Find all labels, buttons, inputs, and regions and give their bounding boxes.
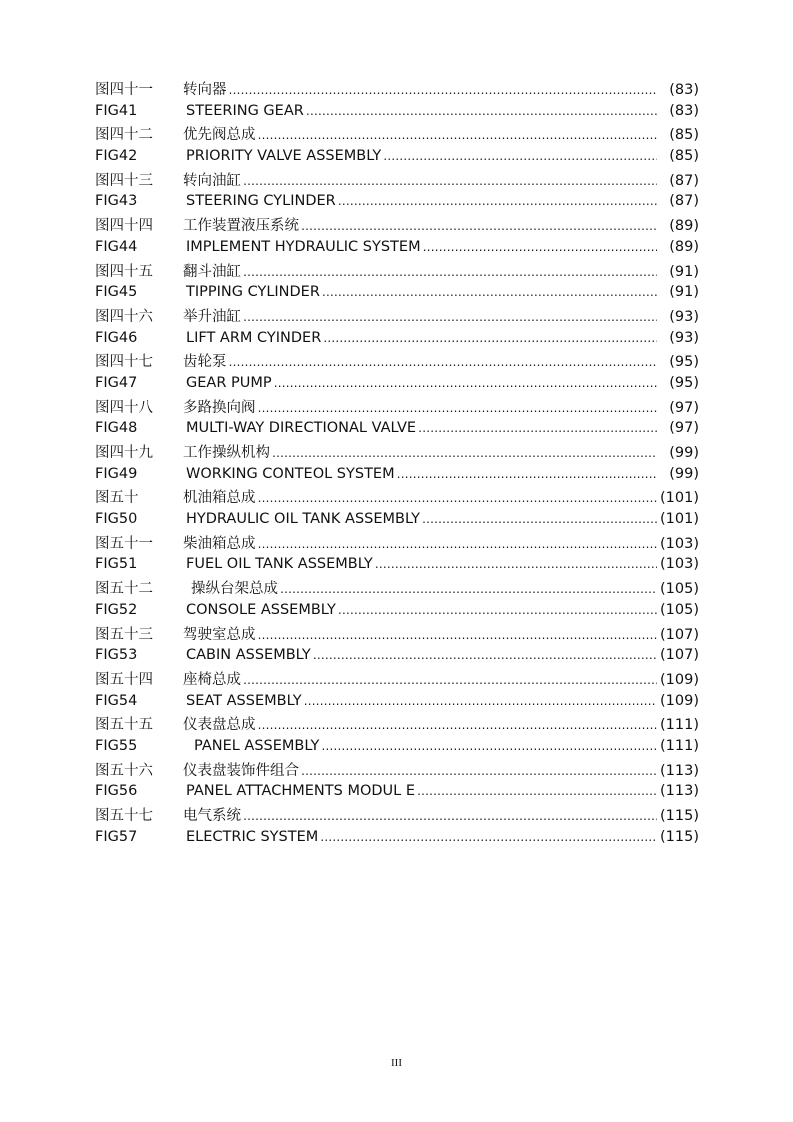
toc-entry [95,464,699,487]
page-reference: (101) [660,511,699,528]
figure-label: 图五十六 [95,762,153,779]
dot-leader [258,125,658,139]
toc-entry [95,736,699,759]
dot-leader [321,736,657,750]
figure-title: PRIORITY VALVE ASSEMBLY [186,148,382,165]
dot-leader [243,806,657,820]
figure-title: MULTI-WAY DIRECTIONAL VALVE [186,420,417,437]
toc-entry [95,373,699,396]
toc-entry [95,418,699,441]
table-of-contents [95,78,699,849]
figure-title: CONSOLE ASSEMBLY [186,601,336,618]
toc-entry [95,804,699,827]
figure-label: FIG41 [95,102,138,119]
page-reference: (111) [660,717,699,734]
page-reference: (87) [669,193,699,210]
page-reference: (91) [669,263,699,280]
dot-leader [229,80,658,94]
toc-entry [95,623,699,646]
figure-label: 图四十五 [95,263,153,280]
dot-leader [422,509,657,523]
dot-leader [301,761,657,775]
page-reference: (115) [660,808,699,824]
figure-label: FIG54 [95,692,138,709]
toc-entry [95,691,699,714]
figure-title: PANEL ASSEMBLY [194,737,320,754]
figure-title: LIFT ARM CYINDER [186,329,322,346]
figure-title: PANEL ATTACHMENTS MODUL E [186,783,415,800]
page-reference: (93) [669,329,699,346]
figure-label: 图四十二 [95,127,153,144]
figure-title: 操纵台架总成 [191,581,278,598]
dot-leader [418,418,657,432]
page-reference: (113) [660,762,699,779]
page-reference: (109) [660,692,699,709]
page-reference: (99) [669,445,699,461]
page-reference: (91) [669,284,699,301]
figure-title: ELECTRIC SYSTEM [186,828,319,845]
toc-entry [95,600,699,623]
page-reference: (93) [669,308,699,325]
toc-entry [95,237,699,260]
page-reference: (109) [660,671,699,688]
toc-entry [95,146,699,169]
figure-title: FUEL OIL TANK ASSEMBLY [186,556,373,573]
figure-title: IMPLEMENT HYDRAULIC SYSTEM [186,238,421,255]
dot-leader [338,191,657,205]
page-reference: (89) [669,238,699,255]
figure-label: 图四十一 [95,82,153,98]
dot-leader [272,443,657,457]
page-reference: (83) [669,102,699,119]
page-reference: (111) [660,737,699,754]
figure-label: FIG44 [95,238,138,255]
figure-title: 柴油箱总成 [183,535,256,552]
figure-label: 图五十七 [95,808,153,824]
toc-entry [95,486,699,509]
figure-title: 仪表盘总成 [183,717,256,734]
dot-leader [322,282,657,296]
page-reference: (95) [669,354,699,371]
figure-title: WORKING CONTEOL SYSTEM [186,465,395,482]
figure-label: 图五十三 [95,626,153,643]
toc-entry [95,827,699,850]
toc-entry [95,668,699,691]
dot-leader [397,464,657,478]
figure-label: 图五十四 [95,671,153,688]
figure-label: 图五十一 [95,535,153,552]
toc-entry [95,101,699,124]
dot-leader [338,600,657,614]
figure-label: FIG43 [95,193,138,210]
figure-title: 转向器 [183,82,227,98]
toc-entry [95,554,699,577]
toc-entry [95,260,699,283]
figure-label: FIG46 [95,329,138,346]
figure-title: 工作操纵机构 [183,445,270,461]
toc-entry [95,169,699,192]
figure-label: FIG52 [95,601,138,618]
page-reference: (95) [669,374,699,391]
dot-leader [258,398,658,412]
page-reference: (85) [669,127,699,144]
figure-title: CABIN ASSEMBLY [186,647,311,664]
dot-leader [304,691,657,705]
dot-leader [258,625,658,639]
toc-entry [95,78,699,101]
page-reference: (103) [660,535,699,552]
figure-title: SEAT ASSEMBLY [186,692,302,709]
figure-label: FIG51 [95,556,138,573]
toc-entry [95,123,699,146]
toc-entry [95,509,699,532]
figure-label: FIG48 [95,420,138,437]
toc-entry [95,305,699,328]
toc-entry [95,759,699,782]
figure-title: 机油箱总成 [183,490,256,507]
toc-entry [95,781,699,804]
figure-title: 齿轮泵 [183,354,227,371]
figure-label: FIG47 [95,374,138,391]
figure-label: 图四十三 [95,172,153,189]
figure-label: FIG57 [95,828,138,845]
dot-leader [243,262,657,276]
figure-label: FIG42 [95,148,138,165]
figure-title: GEAR PUMP [186,374,272,391]
dot-leader [306,101,657,115]
figure-title: STEERING CYLINDER [186,193,336,210]
toc-entry [95,191,699,214]
toc-entry [95,282,699,305]
figure-title: 座椅总成 [183,671,241,688]
dot-leader [423,237,657,251]
figure-label: 图四十六 [95,308,153,325]
dot-leader [243,670,657,684]
page-reference: (107) [660,626,699,643]
page-reference: (103) [660,556,699,573]
figure-label: 图四十四 [95,218,153,235]
figure-label: FIG53 [95,647,138,664]
page-reference: (89) [669,218,699,235]
dot-leader [280,579,657,593]
toc-entry [95,214,699,237]
page-reference: (105) [660,581,699,598]
figure-label: 图四十八 [95,399,153,416]
figure-title: 优先阀总成 [183,127,256,144]
page-reference: (113) [660,783,699,800]
figure-label: FIG49 [95,465,138,482]
figure-label: FIG56 [95,783,138,800]
dot-leader [274,373,657,387]
page-number: III [391,1057,402,1069]
figure-title: 举升油缸 [183,308,241,325]
dot-leader [313,645,657,659]
figure-title: 仪表盘装饰件组合 [183,762,299,779]
toc-entry [95,577,699,600]
figure-label: 图四十九 [95,445,153,461]
page-reference: (105) [660,601,699,618]
dot-leader [301,216,657,230]
figure-label: 图五十二 [95,581,153,598]
figure-label: FIG50 [95,511,138,528]
dot-leader [229,352,658,366]
figure-label: FIG45 [95,284,138,301]
figure-title: 工作装置液压系统 [183,218,299,235]
page-reference: (99) [669,465,699,482]
page-reference: (87) [669,172,699,189]
dot-leader [383,146,657,160]
dot-leader [417,781,657,795]
dot-leader [320,827,657,841]
toc-entry [95,441,699,464]
page-reference: (97) [669,399,699,416]
dot-leader [243,307,657,321]
figure-title: TIPPING CYLINDER [186,284,320,301]
dot-leader [323,328,657,342]
toc-entry [95,350,699,373]
figure-title: 翻斗油缸 [183,263,241,280]
page-reference: (83) [669,82,699,98]
figure-title: 驾驶室总成 [183,626,256,643]
figure-label: FIG55 [95,737,138,754]
figure-title: 转向油缸 [183,172,241,189]
dot-leader [243,171,657,185]
dot-leader [258,715,658,729]
figure-label: 图四十七 [95,354,153,371]
toc-entry [95,328,699,351]
page-reference: (85) [669,148,699,165]
dot-leader [258,488,658,502]
toc-entry [95,532,699,555]
figure-title: STEERING GEAR [186,102,304,119]
page-reference: (97) [669,420,699,437]
figure-title: 电气系统 [183,808,241,824]
page-reference: (115) [660,828,699,845]
figure-title: 多路换向阀 [183,399,256,416]
toc-entry [95,645,699,668]
figure-label: 图五十五 [95,717,153,734]
figure-label: 图五十 [95,490,139,507]
page-reference: (101) [660,490,699,507]
toc-entry [95,396,699,419]
dot-leader [258,534,658,548]
figure-title: HYDRAULIC OIL TANK ASSEMBLY [186,511,420,528]
page-reference: (107) [660,647,699,664]
toc-entry [95,713,699,736]
dot-leader [375,554,657,568]
